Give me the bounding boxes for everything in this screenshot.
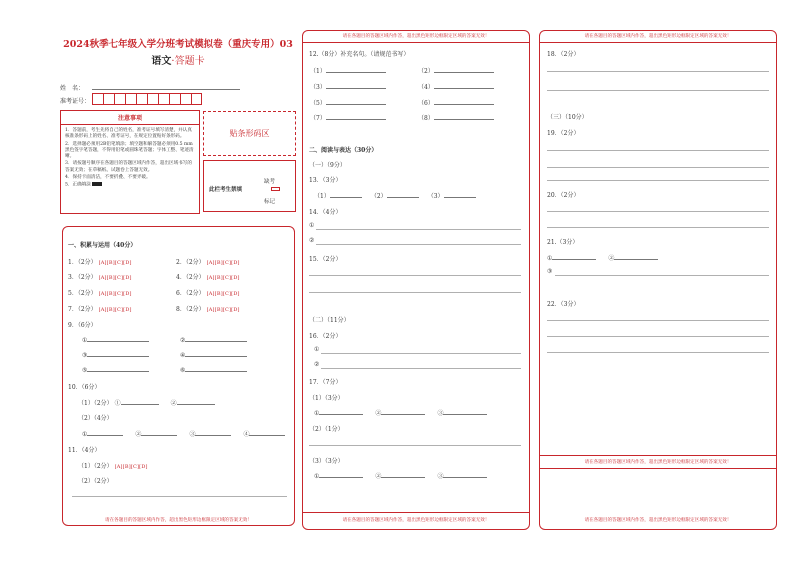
- name-field[interactable]: [92, 82, 240, 90]
- divider: [539, 468, 777, 469]
- exam-number-boxes[interactable]: [92, 93, 202, 105]
- fill-blank[interactable]: （6）: [418, 98, 494, 107]
- question-20: 20．（2分）: [547, 192, 580, 199]
- digit-box[interactable]: [92, 93, 103, 105]
- warning-banner: 请在各题目的答题区域内作答，超出黑色矩形边框限定区域的答案无效！: [584, 460, 732, 465]
- answer-line-item[interactable]: ⑤: [82, 366, 149, 374]
- mc-question: 3．（2分） [A][B][C][D]: [68, 274, 132, 281]
- mc-options[interactable]: [A][B][C][D]: [206, 260, 240, 266]
- section-heading-2: 二、阅读与表达（30分）: [309, 147, 378, 154]
- answer-line[interactable]: [321, 368, 521, 369]
- mc-question: 6．（2分） [A][B][C][D]: [176, 290, 240, 297]
- question-13: 13．（3分）: [309, 177, 342, 184]
- fill-blank[interactable]: （3）: [310, 82, 386, 91]
- question-17-1-lines[interactable]: ① ② ③: [314, 408, 487, 417]
- fill-blank[interactable]: （5）: [310, 98, 386, 107]
- warning-banner: 请在各题目的答题区域内作答，超出黑色矩形边框限定区域的答案无效！: [584, 34, 732, 39]
- notice-item: 3．请按题号顺序在各题目的答题区域内作答，超出区域书写的答案无效；在草稿纸、试题卷上答题无效。: [65, 161, 192, 173]
- separator-dot: ·: [171, 56, 175, 67]
- mc-question: 2．（2分） [A][B][C][D]: [176, 259, 240, 266]
- answer-line[interactable]: [547, 167, 769, 168]
- divider: [302, 512, 530, 513]
- answer-line[interactable]: [547, 336, 769, 337]
- question-17: 17．（7分）: [309, 379, 342, 386]
- filled-mark-icon: [92, 182, 102, 186]
- divider: [539, 42, 777, 43]
- digit-box[interactable]: [136, 93, 147, 105]
- notice-item: 5．正确填涂: [65, 182, 195, 189]
- digit-box[interactable]: [114, 93, 125, 105]
- question-12: 12.（8分）补充名句。（请规范书写）: [309, 51, 410, 58]
- digit-box[interactable]: [180, 93, 191, 105]
- notice-item: 2．选择题必须用2B铅笔填涂；填空题和解答题必须用0.5 mm黑色签字笔答题，不得用铅笔或圆珠笔答题；字体工整、笔迹清晰。: [65, 141, 194, 160]
- question-10: 10．（6分）: [68, 384, 101, 391]
- answer-line-item[interactable]: ①: [82, 336, 149, 344]
- exam-title: 2024秋季七年级入学分班考试模拟卷（重庆专用）03: [63, 39, 293, 50]
- mc-options[interactable]: [A][B][C][D]: [114, 464, 148, 470]
- mc-options[interactable]: [A][B][C][D]: [98, 307, 132, 313]
- mc-options[interactable]: [A][B][C][D]: [206, 291, 240, 297]
- warning-banner: 请在各题目的答题区域内作答，超出黑色矩形边框限定区域的答案无效！: [342, 518, 490, 523]
- question-10-2: （2）（4分）: [78, 415, 113, 422]
- question-11: 11．（4分）: [68, 447, 101, 454]
- question-22: 22．（3分）: [547, 301, 580, 308]
- absent-checkbox[interactable]: [271, 187, 280, 191]
- answer-line[interactable]: [547, 320, 769, 321]
- circled-mark: ③: [547, 268, 553, 275]
- exam-no-label: 准考证号：: [60, 98, 91, 105]
- fill-blank[interactable]: （2）: [418, 66, 494, 75]
- notice-item: 1．答题前，考生先将自己的姓名，准考证号填写清楚，并认真核准条形码上的姓名、准考证号，在规定位置贴好条形码。: [65, 128, 192, 140]
- name-label: 姓 名：: [60, 85, 85, 92]
- card-subtitle: [58, 52, 298, 67]
- absent-mark-label-2: 标记: [264, 199, 276, 205]
- question-21-lines[interactable]: ① ②: [547, 253, 658, 262]
- question-21: 21.（3分）: [547, 239, 579, 246]
- mc-options[interactable]: [A][B][C][D]: [98, 291, 132, 297]
- barcode-label: 贴条形码区: [229, 129, 270, 138]
- circled-mark: ②: [309, 237, 315, 244]
- mc-question: 4．（2分） [A][B][C][D]: [176, 274, 240, 281]
- part-heading: （二）（11分）: [309, 317, 350, 324]
- mc-question: 5．（2分） [A][B][C][D]: [68, 290, 132, 297]
- warning-banner: 请在各题目的答题区域内作答，超出黑色矩形边框限定区域的答案无效！: [104, 518, 252, 523]
- digit-box[interactable]: [147, 93, 158, 105]
- fill-blank[interactable]: （7）: [310, 113, 386, 122]
- question-14: 14．（4分）: [309, 209, 342, 216]
- notice-item: 4．保持卡面清洁，不要折叠、不要弄破。: [65, 175, 151, 181]
- answer-line[interactable]: [316, 229, 521, 230]
- question-15: 15．（2分）: [309, 256, 342, 263]
- question-11-1: （1）（2分） [A][B][C][D]: [78, 463, 148, 470]
- notice-title: 注意事项: [61, 113, 199, 125]
- question-17-3-lines[interactable]: ① ② ③: [314, 471, 487, 480]
- answer-line[interactable]: [309, 445, 521, 446]
- answer-line[interactable]: [547, 71, 769, 72]
- answer-line[interactable]: [547, 227, 769, 228]
- answer-line[interactable]: [309, 275, 521, 276]
- answer-line[interactable]: [316, 244, 521, 245]
- circled-mark: ①: [314, 346, 320, 353]
- mc-options[interactable]: [A][B][C][D]: [98, 260, 132, 266]
- part-heading: （一）（9分）: [309, 162, 346, 169]
- card-label: 答题卡: [174, 56, 205, 67]
- mc-options[interactable]: [A][B][C][D]: [206, 275, 240, 281]
- fill-blank[interactable]: （1）: [310, 66, 386, 75]
- answer-line-item[interactable]: ②: [180, 336, 247, 344]
- fill-blank[interactable]: （8）: [418, 113, 494, 122]
- question-18: 18．（2分）: [547, 51, 580, 58]
- answer-line[interactable]: [547, 211, 769, 212]
- question-9: 9．（6分）: [68, 322, 97, 329]
- question-11-2: （2）（2分）: [78, 478, 113, 485]
- question-13-lines[interactable]: （1） （2） （3）: [314, 191, 476, 200]
- mc-question: 8．（2分） [A][B][C][D]: [176, 306, 240, 313]
- absent-label: 此栏考生禁填: [209, 187, 243, 193]
- warning-banner: 请在各题目的答题区域内作答，超出黑色矩形边框限定区域的答案无效！: [342, 34, 490, 39]
- question-16: 16．（2分）: [309, 333, 342, 340]
- answer-line[interactable]: [547, 150, 769, 151]
- absent-mark-label: 缺考: [264, 179, 276, 185]
- absent-box: [203, 160, 296, 212]
- mc-options[interactable]: [A][B][C][D]: [206, 307, 240, 313]
- notice-list: [61, 125, 199, 193]
- question-10-1[interactable]: （1）（2分） ① ②: [78, 398, 215, 407]
- section-heading-1: 一、积累与运用（40分）: [68, 242, 137, 249]
- notice-box: [60, 110, 200, 214]
- answer-line[interactable]: [321, 353, 521, 354]
- question-17-1: （1）（3分）: [309, 395, 344, 402]
- mc-question: 7．（2分） [A][B][C][D]: [68, 306, 132, 313]
- mc-question: 1．（2分） [A][B][C][D]: [68, 259, 132, 266]
- answer-line[interactable]: [547, 352, 769, 353]
- part-heading: （三）（10分）: [547, 114, 588, 121]
- answer-line[interactable]: [547, 90, 769, 91]
- digit-box[interactable]: [191, 93, 202, 105]
- digit-box[interactable]: [103, 93, 114, 105]
- mc-options[interactable]: [A][B][C][D]: [98, 275, 132, 281]
- answer-line-item[interactable]: ③: [82, 351, 149, 359]
- question-10-2-lines[interactable]: ① ② ③ ④: [82, 429, 285, 438]
- fill-blank[interactable]: （4）: [418, 82, 494, 91]
- answer-line[interactable]: [309, 292, 521, 293]
- answer-line-item[interactable]: ⑥: [180, 366, 247, 374]
- warning-banner: 请在各题目的答题区域内作答，超出黑色矩形边框限定区域的答案无效！: [584, 518, 732, 523]
- answer-line-item[interactable]: ④: [180, 351, 247, 359]
- question-19: 19．（2分）: [547, 130, 580, 137]
- question-17-3: （3）（3分）: [309, 458, 344, 465]
- circled-mark: ②: [314, 361, 320, 368]
- digit-box[interactable]: [158, 93, 169, 105]
- divider: [539, 455, 777, 456]
- digit-box[interactable]: [125, 93, 136, 105]
- subject-label: 语文: [151, 56, 172, 67]
- answer-line[interactable]: [547, 180, 769, 181]
- question-17-2: （2）（1分）: [309, 426, 344, 433]
- circled-mark: ①: [309, 222, 315, 229]
- digit-box[interactable]: [169, 93, 180, 105]
- barcode-area: [203, 111, 296, 156]
- divider: [302, 42, 530, 43]
- answer-line[interactable]: [72, 496, 287, 497]
- answer-line[interactable]: [555, 275, 769, 276]
